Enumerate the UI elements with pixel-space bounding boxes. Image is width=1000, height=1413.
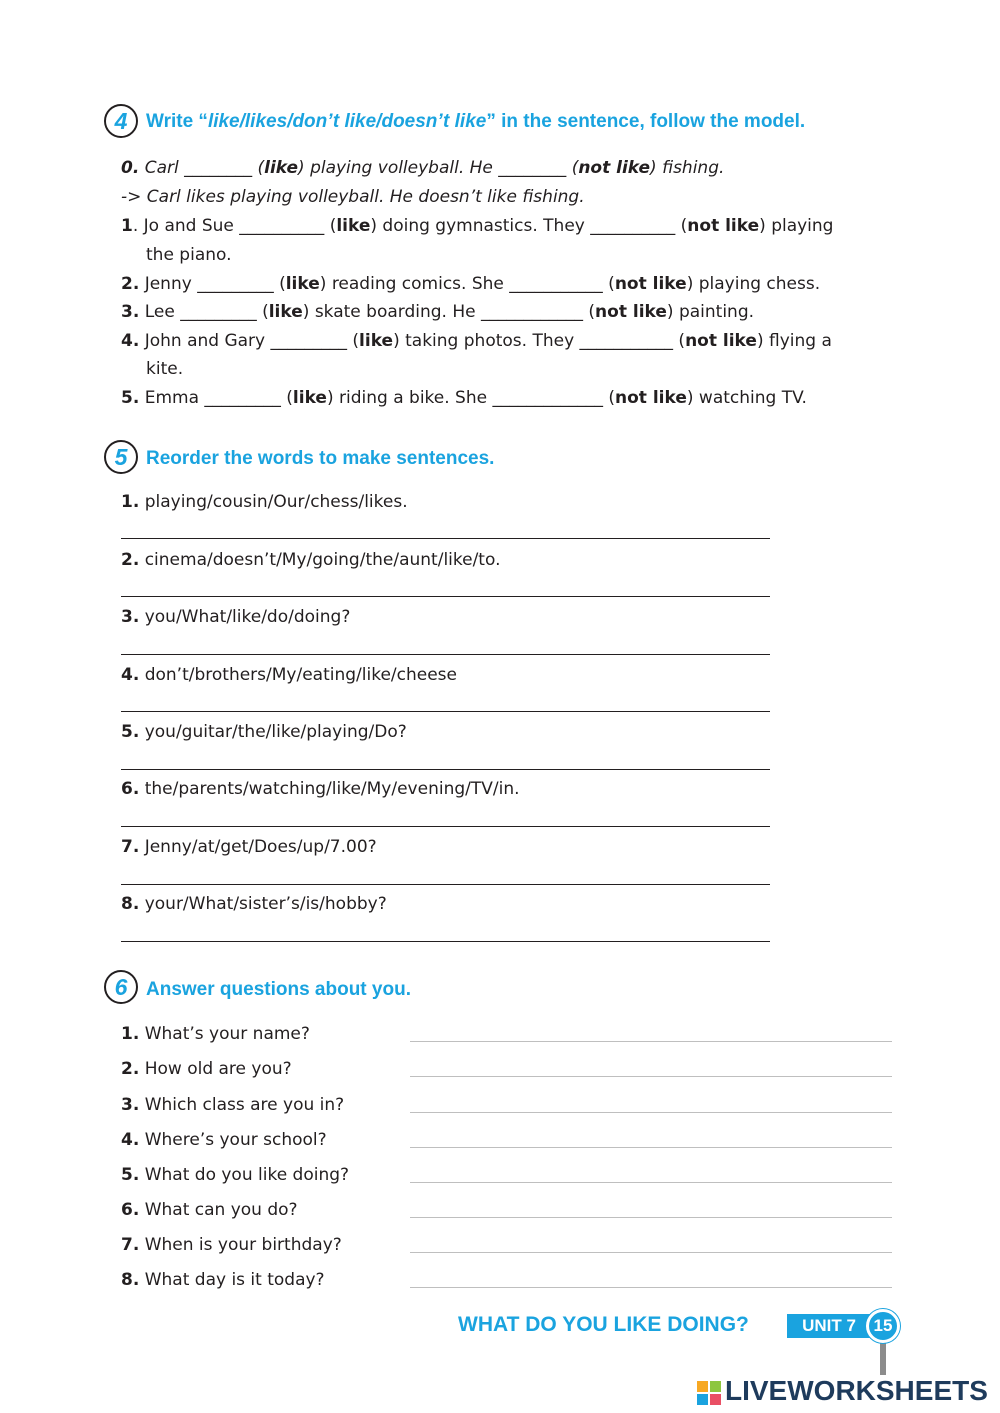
s5-item-5: 5. you/guitar/the/like/playing/Do? (121, 722, 407, 742)
s6-question-2: 2. How old are you? (121, 1059, 292, 1079)
model-answer: -> Carl likes playing volleyball. He doesn’t like fishing. (121, 187, 585, 207)
s4-item-1-cont: the piano. (146, 245, 232, 265)
s4-item-1: 1. Jo and Sue __________ (like) doing gymnastics. They __________ (not like) playing (121, 216, 834, 236)
section-4-number: 4 (104, 104, 138, 138)
s6-answer-field-1[interactable] (410, 1041, 892, 1042)
s6-question-3: 3. Which class are you in? (121, 1095, 345, 1115)
section-5-title: Reorder the words to make sentences. (146, 448, 495, 469)
liveworksheets-logo-icon (697, 1381, 721, 1405)
s5-item-7: 7. Jenny/at/get/Does/up/7.00? (121, 837, 377, 857)
page-marker-stem (880, 1343, 886, 1375)
s6-answer-field-4[interactable] (410, 1147, 892, 1148)
s4-item-3: 3. Lee _________ (like) skate boarding. He ____________ (not like) painting. (121, 302, 755, 322)
s6-question-7: 7. When is your birthday? (121, 1235, 342, 1255)
footer-unit-title: WHAT DO YOU LIKE DOING? (458, 1313, 749, 1336)
s6-answer-field-5[interactable] (410, 1182, 892, 1183)
s6-answer-field-8[interactable] (410, 1287, 892, 1288)
s5-item-8: 8. your/What/sister’s/is/hobby? (121, 894, 387, 914)
liveworksheets-logo-text: LIVEWORKSHEETS (725, 1375, 988, 1406)
s4-item-4: 4. John and Gary _________ (like) taking photos. They ___________ (not like) flying a (121, 331, 832, 351)
model-sentence: 0. Carl ________ (like) playing volleyball. He ________ (not like) fishing. (121, 158, 725, 178)
s5-answer-line-1[interactable] (121, 538, 770, 539)
s5-answer-line-6[interactable] (121, 826, 770, 827)
s6-question-8: 8. What day is it today? (121, 1270, 325, 1290)
s5-answer-line-8[interactable] (121, 941, 770, 942)
s4-item-4-cont: kite. (146, 359, 184, 379)
s6-answer-field-2[interactable] (410, 1076, 892, 1077)
s5-answer-line-7[interactable] (121, 884, 770, 885)
s5-answer-line-3[interactable] (121, 654, 770, 655)
s6-answer-field-3[interactable] (410, 1112, 892, 1113)
s5-answer-line-4[interactable] (121, 711, 770, 712)
s6-answer-field-7[interactable] (410, 1252, 892, 1253)
s5-item-1: 1. playing/cousin/Our/chess/likes. (121, 492, 408, 512)
section-6-title: Answer questions about you. (146, 979, 411, 1000)
s5-answer-line-2[interactable] (121, 596, 770, 597)
s6-question-4: 4. Where’s your school? (121, 1130, 327, 1150)
s5-answer-line-5[interactable] (121, 769, 770, 770)
s5-item-4: 4. don’t/brothers/My/eating/like/cheese (121, 665, 457, 685)
section-5-number: 5 (104, 440, 138, 474)
section-6-number: 6 (104, 970, 138, 1004)
s5-item-2: 2. cinema/doesn’t/My/going/the/aunt/like/to. (121, 550, 501, 570)
s6-question-6: 6. What can you do? (121, 1200, 298, 1220)
s5-item-6: 6. the/parents/watching/like/My/evening/TV/in. (121, 779, 520, 799)
section-4-title: Write “like/likes/don’t like/doesn’t like” in the sentence, follow the model. (146, 111, 806, 132)
s6-question-5: 5. What do you like doing? (121, 1165, 350, 1185)
s5-item-3: 3. you/What/like/do/doing? (121, 607, 351, 627)
s6-question-1: 1. What’s your name? (121, 1024, 310, 1044)
unit-badge: UNIT 7 (787, 1314, 871, 1338)
page-number: 15 (866, 1309, 900, 1343)
s4-item-2: 2. Jenny _________ (like) reading comics. She ___________ (not like) playing chess. (121, 274, 821, 294)
s4-item-5: 5. Emma _________ (like) riding a bike. She _____________ (not like) watching TV. (121, 388, 807, 408)
s6-answer-field-6[interactable] (410, 1217, 892, 1218)
